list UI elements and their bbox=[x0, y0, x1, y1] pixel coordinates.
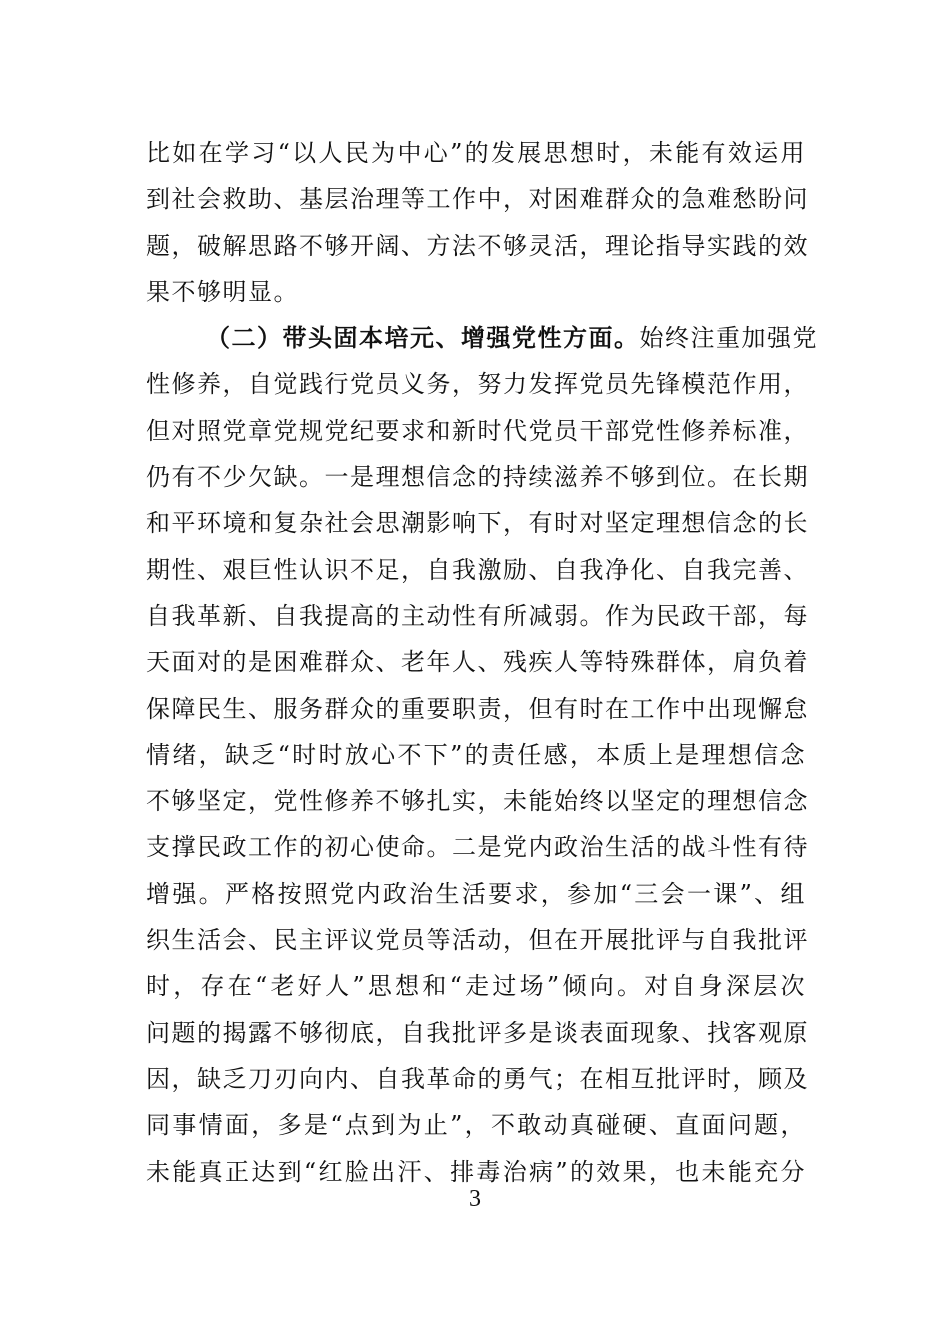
text-line: 因，缺乏刀刃向内、自我革命的勇气；在相互批评时，顾及 bbox=[146, 1064, 809, 1093]
text-line: 题，破解思路不够开阔、方法不够灵活，理论指导实践的效 bbox=[146, 231, 809, 260]
text-line: 性修养，自觉践行党员义务，努力发挥党员先锋模范作用， bbox=[146, 370, 809, 399]
text-line: 但对照党章党规党纪要求和新时代党员干部党性修养标准， bbox=[146, 416, 809, 445]
text-line: 果不够明显。 bbox=[146, 277, 299, 306]
text-line: 问题的揭露不够彻底，自我批评多是谈表面现象、找客观原 bbox=[146, 1018, 809, 1047]
text-line: 未能真正达到“红脸出汗、排毒治病”的效果，也未能充分 bbox=[146, 1157, 806, 1186]
text-line: 和平环境和复杂社会思潮影响下，有时对坚定理想信念的长 bbox=[146, 509, 809, 538]
text-line: 期性、艰巨性认识不足，自我激励、自我净化、自我完善、 bbox=[146, 555, 809, 584]
text-line: 织生活会、民主评议党员等活动，但在开展批评与自我批评 bbox=[146, 926, 809, 955]
body-text bbox=[146, 130, 818, 1195]
text-line: 不够坚定，党性修养不够扎实，未能始终以坚定的理想信念 bbox=[146, 787, 809, 816]
text-line: 天面对的是困难群众、老年人、残疾人等特殊群体，肩负着 bbox=[146, 648, 809, 677]
section-heading-line bbox=[146, 315, 818, 361]
text-line: 比如在学习“以人民为中心”的发展思想时，未能有效运用 bbox=[146, 139, 806, 167]
text-line: 自我革新、自我提高的主动性有所减弱。作为民政干部，每 bbox=[146, 601, 809, 630]
section-heading: （二）带头固本培元、增强党性方面。 bbox=[206, 323, 640, 353]
text-line: 支撑民政工作的初心使命。二是党内政治生活的战斗性有待 bbox=[146, 833, 809, 862]
text-line: 时，存在“老好人”思想和“走过场”倾向。对自身深层次 bbox=[146, 972, 806, 1001]
text-line: 到社会救助、基层治理等工作中，对困难群众的急难愁盼问 bbox=[146, 185, 809, 214]
text-line: 增强。严格按照党内政治生活要求，参加“三会一课”、组 bbox=[146, 879, 806, 908]
text-span: 始终注重加强党 bbox=[639, 324, 818, 353]
text-line: 仍有不少欠缺。一是理想信念的持续滋养不够到位。在长期 bbox=[146, 463, 809, 492]
text-line: 保障民生、服务群众的重要职责，但有时在工作中出现懈怠 bbox=[146, 694, 809, 723]
text-line: 同事情面，多是“点到为止”，不敢动真碰硬、直面问题， bbox=[146, 1111, 806, 1140]
page-number: 3 bbox=[469, 1186, 481, 1212]
text-line: 情绪，缺乏“时时放心不下”的责任感，本质上是理想信念 bbox=[146, 740, 806, 769]
